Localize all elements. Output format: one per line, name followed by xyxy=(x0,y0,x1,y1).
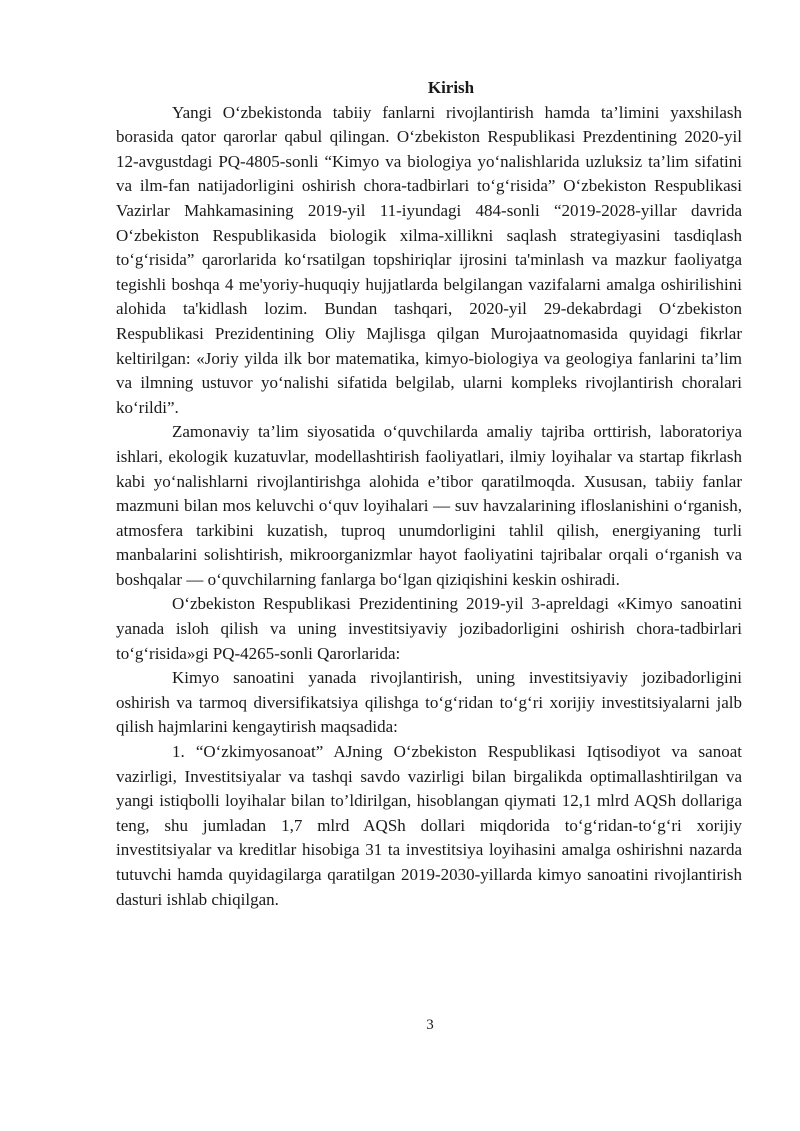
paragraph-decree-purpose: Kimyo sanoatini yanada rivojlantirish, uning investitsiyaviy jozibadorligini oshirish va tarmoq diversifikatsiya qilishga to‘g‘ridan to‘g‘ri xorijiy investitsiyalarni jalb qilish hajmlarini kengaytirish maqsadida: xyxy=(116,668,742,737)
page-heading: Kirish xyxy=(427,78,475,97)
document-page xyxy=(116,76,742,912)
page-number: 3 xyxy=(426,1017,434,1033)
paragraph-education-policy: Zamonaviy ta’lim siyosatida o‘quvchilarda amaliy tajriba orttirish, laboratoriya ishlari, ekologik kuzatuvlar, modellashtirish faoliyatlari, ilmiy loyihalar va startap fikrlash kabi yo‘nalishlarni rivojlantirishga alohida e’tibor qaratilmoqda. Xususan, tabiiy fanlar mazmuni bilan mos keluvchi o‘quv loyihalari — suv havzalarining ifloslanishini o‘rganish, atmosfera tarkibini kuzatish, tuproq unumdorligini tahlil qilish, energiyaning turli manbalarini solishtirish, mikroorganizmlar hayot faoliyatini tajribalar orqali o‘rganish va boshqalar — o‘quvchilarning fanlarga bo‘lgan qiziqishini keskin oshiradi. xyxy=(116,422,742,589)
paragraph-item-1: 1. “O‘zkimyosanoat” AJning O‘zbekiston Respublikasi Iqtisodiyot va sanoat vazirligi, Investitsiyalar va tashqi savdo vazirligi bilan birgalikda optimallashtirilgan va yangi istiqbolli loyihalar bilan to’ldirilgan, hisoblangan qiymati 12,1 mlrd AQSh dollariga teng, shu jumladan 1,7 mlrd AQSh dollari miqdorida to‘g‘ridan-to‘g‘ri xorijiy investitsiyalar va kreditlar hisobiga 31 ta investitsiya loyihasini amalga oshirishni nazarda tutuvchi hamda quyidagilarga qaratilgan 2019-2030-yillarda kimyo sanoatini rivojlantirish dasturi ishlab chiqilgan. xyxy=(116,742,742,909)
paragraph-decree-reference: O‘zbekiston Respublikasi Prezidentining 2019-yil 3-apreldagi «Kimyo sanoatini yanada isloh qilish va uning investitsiyaviy jozibadorligini oshirish chora-tadbirlari to‘g‘risida»gi PQ-4265-sonli Qarorlarida: xyxy=(116,594,742,663)
paragraph-intro: Yangi O‘zbekistonda tabiiy fanlarni rivojlantirish hamda ta’limini yaxshilash borasida qator qarorlar qabul qilingan. O‘zbekiston Respublikasi Prezdentining 2020-yil 12-avgustdagi PQ-4805-sonli “Kimyo va biologiya yo‘nalishlarida uzluksiz ta’lim sifatini va ilm-fan natijadorligini oshirish chora-tadbirlari to‘g‘risida” O‘zbekiston Respublikasi Vazirlar Mahkamasining 2019-yil 11-iyundagi 484-sonli “2019-2028-yillar davrida O‘zbekiston Respublikasida biologik xilma-xillikni saqlash strategiyasini tasdiqlash to‘g‘risida” qarorlarida ko‘rsatilgan topshiriqlar ijrosini ta'minlash va mazkur faoliyatga tegishli boshqa 4 me'yoriy-huquqiy hujjatlarda belgilangan vazifalarni amalga oshirilishini alohida ta'kidlash lozim. Bundan tashqari, 2020-yil 29-dekabrdagi O‘zbekiston Respublikasi Prezidentining Oliy Majlisga qilgan Murojaatnomasida quyidagi fikrlar keltirilgan: «Joriy yilda ilk bor matematika, kimyo-biologiya va geologiya fanlarini ta’lim va ilmning ustuvor yo‘nalishi sifatida belgilab, ularni kompleks rivojlantirish choralari ko‘rildi”. xyxy=(116,102,742,417)
